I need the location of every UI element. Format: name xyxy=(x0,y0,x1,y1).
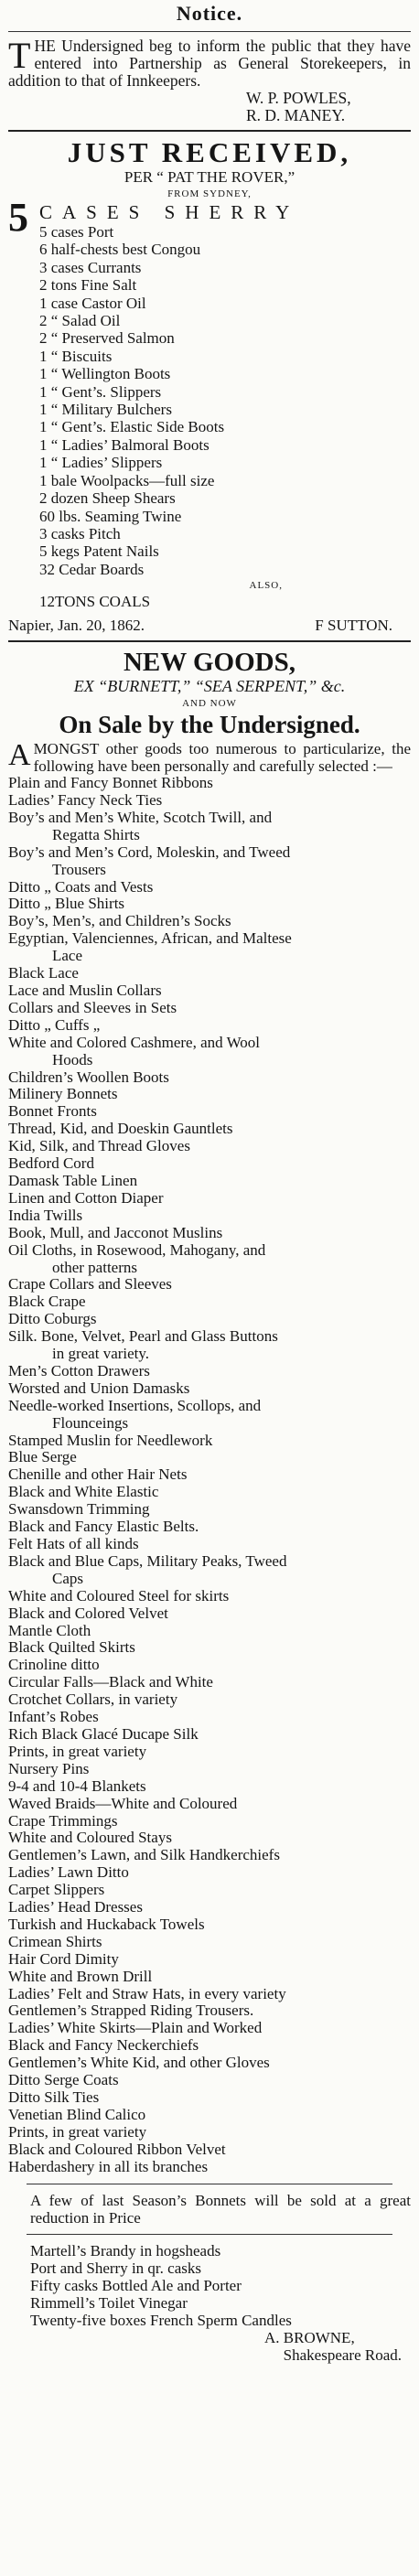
goods-item: Ladies’ Felt and Straw Hats, in every variety xyxy=(8,1984,286,2002)
notice-advert xyxy=(8,2,411,124)
ship-line: PER “ PAT THE ROVER,” xyxy=(124,168,295,186)
goods-item: Crotchet Collars, in variety xyxy=(8,1690,178,1709)
notice-body: THE Undersigned beg to inform the public that they have entered into Partnership as General Storekeepers, in addition to that of Innkeepers. xyxy=(8,35,411,90)
list-item: 1 bale Woolpacks—full size xyxy=(39,471,215,489)
list-item: 1 “ Military Bulchers xyxy=(39,401,172,419)
liquor-item: Port and Sherry in qr. casks xyxy=(30,2259,201,2277)
goods-item-continuation: Lace xyxy=(52,947,83,965)
list-item: 2 “ Preserved Salmon xyxy=(39,329,175,348)
goods-item: Needle-worked Insertions, Scollops, and xyxy=(8,1396,262,1414)
goods-item: Black and Colored Velvet xyxy=(8,1604,168,1622)
list-item: 1 “ Wellington Boots xyxy=(39,365,171,383)
goods-list xyxy=(8,775,411,2175)
goods-item: India Twills xyxy=(8,1206,83,1224)
liquor-item: Fifty casks Bottled Ale and Porter xyxy=(30,2276,242,2294)
list-item: 1 “ Gent’s. Elastic Side Boots xyxy=(39,418,225,436)
divider xyxy=(8,31,411,32)
goods-item: Linen and Cotton Diaper xyxy=(8,1188,164,1207)
goods-item: Ditto „ Cuffs „ xyxy=(8,1015,101,1034)
goods-item: Ditto Silk Ties xyxy=(8,2088,100,2106)
list-item: 2 dozen Sheep Shears xyxy=(39,489,176,508)
goods-item: Gentlemen’s Strapped Riding Trousers. xyxy=(8,2002,254,2020)
liquor-item: Rimmell’s Toilet Vinegar xyxy=(30,2293,188,2312)
on-sale-heading: On Sale by the Undersigned. xyxy=(59,711,360,739)
goods-item: Crape Collars and Sleeves xyxy=(8,1275,172,1293)
sutton-date: Napier, Jan. 20, 1862. xyxy=(8,617,145,635)
goods-item: Chenille and other Hair Nets xyxy=(8,1465,188,1484)
list-item: 3 cases Currants xyxy=(39,258,142,276)
goods-item-continuation: Hoods xyxy=(52,1050,93,1068)
drop-cap: A xyxy=(8,738,31,773)
from-line: FROM SYDNEY, xyxy=(167,188,252,199)
list-item: 1 “ Ladies’ Balmoral Boots xyxy=(39,435,210,454)
list-item: 6 half-chests best Congou xyxy=(39,241,201,259)
list-item: 1 “ Biscuits xyxy=(39,347,113,365)
goods-item: Egyptian, Valenciennes, African, and Maltese xyxy=(8,929,292,948)
goods-item: Oil Cloths, in Rosewood, Mahogany, and xyxy=(8,1240,266,1259)
goods-item: Silk. Bone, Velvet, Pearl and Glass Buttons xyxy=(8,1327,278,1346)
goods-item: Boy’s and Men’s Cord, Moleskin, and Tweed xyxy=(8,843,291,861)
goods-item: Worsted and Union Damasks xyxy=(8,1379,190,1397)
goods-item-continuation: Trousers xyxy=(52,860,106,878)
liquor-item: Martell’s Brandy in hogsheads xyxy=(30,2241,221,2259)
liquor-list xyxy=(8,2242,411,2329)
divider xyxy=(27,2234,392,2235)
goods-item: Milinery Bonnets xyxy=(8,1085,118,1103)
sutton-item-list xyxy=(8,223,411,578)
newspaper-column xyxy=(8,0,411,2364)
goods-item: Circular Falls—Black and White xyxy=(8,1673,213,1691)
list-item: 5 cases Port xyxy=(39,223,114,241)
bonnets-note: A few of last Season’s Bonnets will be sold at a great reduction in Price xyxy=(30,2191,411,2227)
goods-item: Boy’s, Men’s, and Children’s Socks xyxy=(8,912,231,930)
goods-item: Carpet Slippers xyxy=(8,1881,105,1899)
sutton-advert xyxy=(8,137,411,635)
divider xyxy=(8,130,411,132)
big-number: 5 xyxy=(8,195,28,240)
goods-item: Children’s Woollen Boots xyxy=(8,1068,169,1086)
browne-advert xyxy=(8,648,411,2363)
goods-item: Kid, Silk, and Thread Gloves xyxy=(8,1137,190,1155)
ex-ships-line: EX “BURNETT,” “SEA SERPENT,” &c. xyxy=(73,677,346,696)
list-item: 5 kegs Patent Nails xyxy=(39,542,159,561)
goods-item: Black Crape xyxy=(8,1293,86,1311)
goods-item: Felt Hats of all kinds xyxy=(8,1535,139,1552)
goods-item: Black Quilted Skirts xyxy=(8,1638,135,1657)
browne-signature: A. BROWNE, xyxy=(264,2328,355,2346)
goods-item: Nursery Pins xyxy=(8,1759,90,1777)
goods-item: Collars and Sleeves in Sets xyxy=(8,998,177,1016)
goods-item: Lace and Muslin Collars xyxy=(8,982,162,999)
goods-item: Crape Trimmings xyxy=(8,1811,118,1830)
coals-row xyxy=(8,593,411,611)
also-label: ALSO, xyxy=(249,580,283,592)
goods-item: Black and Coloured Ribbon Velvet xyxy=(8,2140,226,2158)
goods-item: Ditto „ Blue Shirts xyxy=(8,895,125,913)
sutton-signature: F SUTTON. xyxy=(315,617,392,635)
goods-item: Black and Fancy Neckerchiefs xyxy=(8,2036,199,2055)
cases-sherry: CASES SHERRY xyxy=(39,201,300,223)
goods-item: Prints, in great variety xyxy=(8,2122,147,2141)
drop-cap: T xyxy=(8,35,31,76)
goods-item-continuation: other patterns xyxy=(52,1258,137,1276)
notice-signatory-1: W. P. POWLES, xyxy=(246,89,351,107)
notice-heading: Notice. xyxy=(176,2,243,25)
goods-item-continuation: Caps xyxy=(52,1569,83,1587)
goods-item: Black and Fancy Elastic Belts. xyxy=(8,1518,199,1536)
goods-item: Infant’s Robes xyxy=(8,1708,99,1726)
goods-item: Thread, Kid, and Doeskin Gauntlets xyxy=(8,1120,233,1138)
goods-item: Black and White Elastic xyxy=(8,1483,159,1501)
goods-item: Ladies’ Head Dresses xyxy=(8,1898,143,1916)
goods-item: Crinoline ditto xyxy=(8,1656,100,1674)
list-item: 32 Cedar Boards xyxy=(39,560,145,578)
browne-address: Shakespeare Road. xyxy=(283,2345,402,2364)
list-item: 1 case Castor Oil xyxy=(39,294,146,312)
goods-item: Ladies’ Fancy Neck Ties xyxy=(8,791,163,810)
goods-item: Stamped Muslin for Needlework xyxy=(8,1431,213,1449)
goods-item: White and Coloured Stays xyxy=(8,1829,172,1847)
goods-item: Gentlemen’s White Kid, and other Gloves xyxy=(8,2054,270,2072)
goods-item: Gentlemen’s Lawn, and Silk Handkerchiefs xyxy=(8,1846,280,1864)
goods-item: Prints, in great variety xyxy=(8,1742,147,1760)
coals-line: 12TONS COALS xyxy=(39,593,151,611)
goods-item: White and Colored Cashmere, and Wool xyxy=(8,1033,260,1051)
goods-item-continuation: Regatta Shirts xyxy=(52,825,140,843)
sutton-footer xyxy=(8,617,411,635)
list-item: 1 “ Gent’s. Slippers xyxy=(39,382,162,401)
goods-item: Boy’s and Men’s White, Scotch Twill, and xyxy=(8,808,273,826)
goods-item: Bedford Cord xyxy=(8,1154,94,1173)
goods-item: Turkish and Huckaback Towels xyxy=(8,1915,205,1933)
goods-item: Venetian Blind Calico xyxy=(8,2105,146,2123)
browne-intro: AMONGST other goods too numerous to particularize, the following have been personally and carefully selected :— xyxy=(8,738,411,776)
goods-item: 9-4 and 10-4 Blankets xyxy=(8,1776,146,1795)
goods-item: Plain and Fancy Bonnet Ribbons xyxy=(8,774,213,792)
goods-item: Ditto Serge Coats xyxy=(8,2071,119,2089)
goods-item: Black Lace xyxy=(8,964,79,982)
goods-item: Blue Serge xyxy=(8,1448,77,1466)
goods-item-continuation: Flounceings xyxy=(52,1413,129,1432)
list-item: 60 lbs. Seaming Twine xyxy=(39,507,182,525)
goods-item: White and Brown Drill xyxy=(8,1967,153,1985)
and-now-label: AND NOW xyxy=(182,698,237,710)
goods-item: Ditto „ Coats and Vests xyxy=(8,877,154,896)
list-item: 2 tons Fine Salt xyxy=(39,276,137,295)
liquor-item: Twenty-five boxes French Sperm Candles xyxy=(30,2311,292,2329)
goods-item: Book, Mull, and Jacconot Muslins xyxy=(8,1223,223,1241)
goods-item: Black and Blue Caps, Military Peaks, Tweed xyxy=(8,1551,287,1570)
goods-item: Haberdashery in all its branches xyxy=(8,2157,209,2175)
goods-item: Ladies’ Lawn Ditto xyxy=(8,1863,129,1882)
new-goods-heading: NEW GOODS, xyxy=(123,648,295,678)
goods-item: Ditto Coburgs xyxy=(8,1310,97,1328)
list-item: 3 casks Pitch xyxy=(39,524,121,542)
goods-item: White and Coloured Steel for skirts xyxy=(8,1586,230,1605)
goods-item: Damask Table Linen xyxy=(8,1171,138,1189)
list-item: 1 “ Ladies’ Slippers xyxy=(39,454,163,472)
just-received-heading: JUST RECEIVED, xyxy=(67,136,352,168)
goods-item: Men’s Cotton Drawers xyxy=(8,1361,150,1379)
goods-item: Rich Black Glacé Ducape Silk xyxy=(8,1724,199,1743)
goods-item: Bonnet Fronts xyxy=(8,1102,97,1121)
goods-item: Crimean Shirts xyxy=(8,1932,102,1950)
divider xyxy=(8,640,411,642)
goods-item: Ladies’ White Skirts—Plain and Worked xyxy=(8,2019,263,2037)
notice-signatory-2: R. D. MANEY. xyxy=(246,106,346,124)
goods-item: Mantle Cloth xyxy=(8,1621,91,1639)
goods-item: Swansdown Trimming xyxy=(8,1500,150,1519)
goods-item: Hair Cord Dimity xyxy=(8,1949,119,1968)
goods-item-continuation: in great variety. xyxy=(52,1345,150,1363)
goods-item: Waved Braids—White and Coloured xyxy=(8,1794,238,1812)
list-item: 2 “ Salad Oil xyxy=(39,312,121,330)
